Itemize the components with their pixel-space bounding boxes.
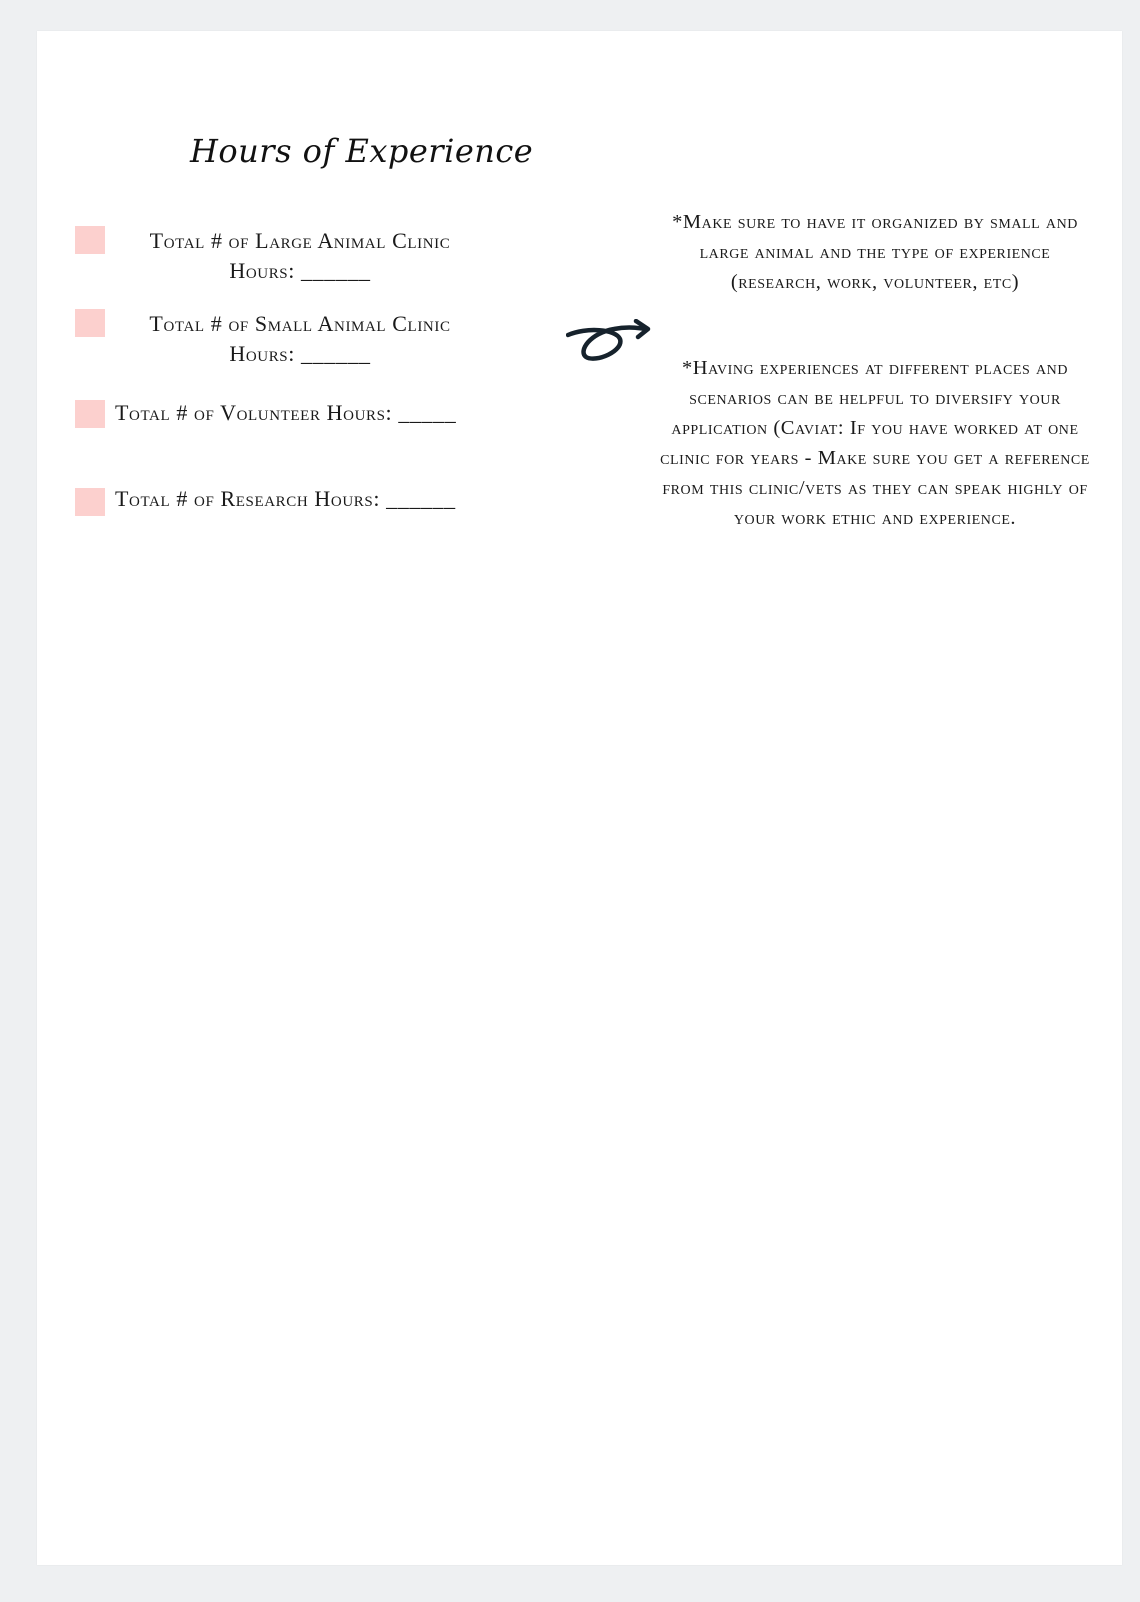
small-animal-hours-line1: Total # of Small Animal Clinic [149, 311, 451, 336]
note-diversify: *Having experiences at different places and scenarios can be helpful to diversify your application (Caviat: If you have worked at one clinic for years - Make sure you get a reference from this clinic/vets as they can speak highly of your work ethic and experience. [660, 357, 1090, 529]
large-animal-hours-label [105, 226, 495, 286]
curly-arrow-right-icon [566, 319, 652, 369]
page-title: Hours of Experience [190, 132, 534, 170]
large-animal-hours-line2: Hours: ______ [229, 258, 371, 283]
checkbox-volunteer[interactable] [75, 400, 105, 428]
volunteer-hours-label: Total # of Volunteer Hours: _____ [115, 400, 457, 425]
checkbox-small-animal[interactable] [75, 309, 105, 337]
small-animal-hours-line2: Hours: ______ [229, 341, 371, 366]
research-hours-label: Total # of Research Hours: ______ [115, 486, 456, 511]
large-animal-hours-line1: Total # of Large Animal Clinic [149, 228, 451, 253]
checkbox-large-animal[interactable] [75, 226, 105, 254]
small-animal-hours-label [105, 309, 495, 369]
checkbox-research[interactable] [75, 488, 105, 516]
note-organize: *Make sure to have it organized by small and large animal and the type of experience (research, work, volunteer, etc) [672, 211, 1078, 293]
document-page [37, 31, 1122, 1565]
